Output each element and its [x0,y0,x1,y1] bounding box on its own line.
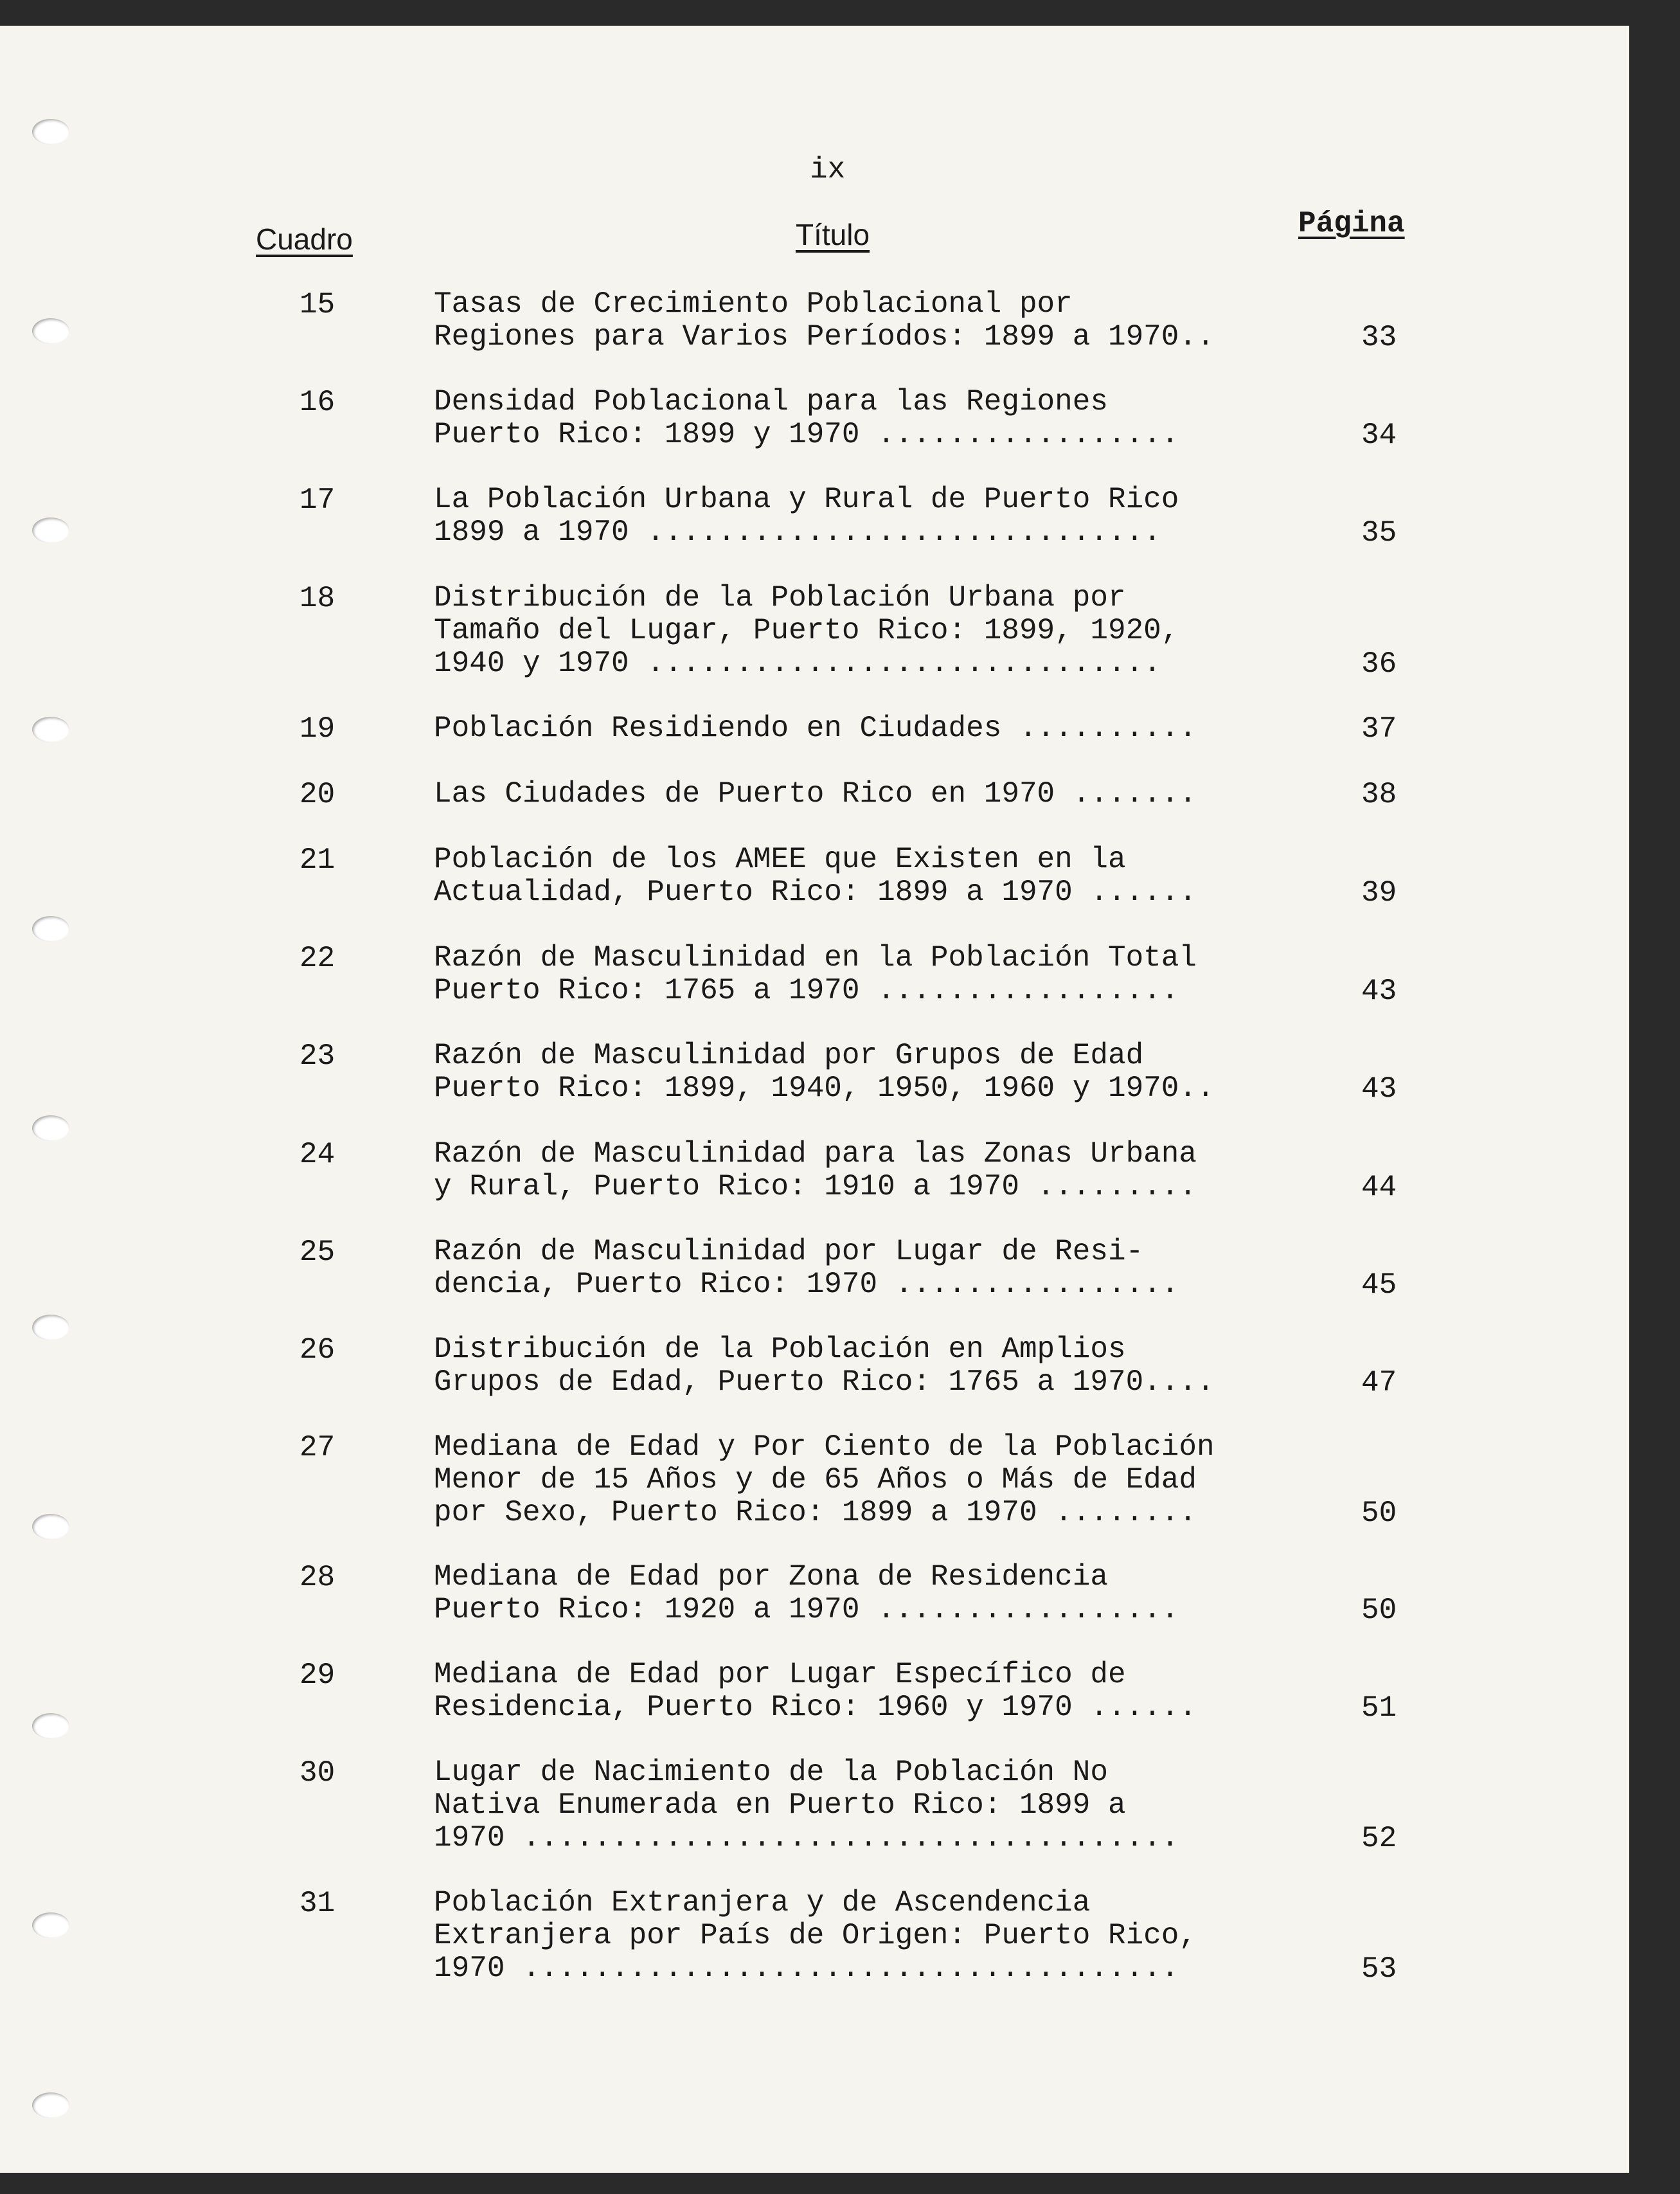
cuadro-title-line: 1970 ..................................... [434,1822,1179,1855]
cuadro-title-line: Población Extranjera y de Ascendencia [434,1887,1091,1920]
page-reference: 50 [1361,1594,1397,1627]
cuadro-title [434,386,1295,451]
cuadro-title-line: Razón de Masculinidad en la Población Total [434,942,1197,975]
cuadro-title-line: Razón de Masculinidad para las Zonas Urbana [434,1138,1197,1171]
cuadro-title-line: Tasas de Crecimiento Poblacional por [434,288,1073,321]
page-reference: 39 [1361,876,1397,910]
cuadro-title-line: Lugar de Nacimiento de la Población No [434,1756,1108,1789]
cuadro-title-line: Residencia, Puerto Rico: 1960 y 1970 ...... [434,1691,1197,1724]
toc-entry [0,1039,1478,1105]
cuadro-title-line: Puerto Rico: 1899 y 1970 ................. [434,418,1179,451]
cuadro-title-line: Mediana de Edad por Zona de Residencia [434,1561,1108,1594]
cuadro-title-line: Puerto Rico: 1920 a 1970 ................. [434,1594,1179,1626]
cuadro-title-line: Las Ciudades de Puerto Rico en 1970 ....... [434,778,1197,811]
cuadro-number: 19 [299,712,335,746]
toc-entry [0,778,1478,811]
cuadro-title [434,1659,1295,1724]
cuadro-number: 21 [299,843,335,877]
cuadro-number: 16 [299,386,335,419]
column-header-titulo: Título [796,218,870,251]
cuadro-title [434,1236,1295,1301]
cuadro-title-line: Distribución de la Población Urbana por [434,582,1126,615]
binder-hole [32,916,69,942]
toc-entry [0,386,1478,451]
cuadro-number: 22 [299,942,335,975]
page-reference: 43 [1361,975,1397,1008]
cuadro-title-line: 1970 ..................................... [434,1952,1179,1985]
cuadro-number: 29 [299,1659,335,1692]
cuadro-number: 27 [299,1431,335,1464]
binder-hole [32,2092,69,2118]
toc-entry [0,1138,1478,1203]
toc-entry [0,1561,1478,1626]
cuadro-number: 26 [299,1333,335,1367]
toc-entry [0,712,1478,745]
cuadro-number: 23 [299,1039,335,1073]
page-reference: 53 [1361,1952,1397,1986]
toc-entry [0,483,1478,549]
cuadro-title-line: Actualidad, Puerto Rico: 1899 a 1970 ...... [434,876,1197,909]
page-reference: 33 [1361,321,1397,354]
toc-entry [0,1333,1478,1399]
toc-entry [0,1659,1478,1724]
cuadro-title-line: Razón de Masculinidad por Grupos de Edad [434,1039,1144,1072]
page-reference: 35 [1361,516,1397,550]
cuadro-title [434,582,1295,680]
cuadro-title-line: Nativa Enumerada en Puerto Rico: 1899 a [434,1789,1126,1822]
cuadro-number: 20 [299,778,335,811]
toc-entry [0,843,1478,909]
cuadro-title [434,1333,1295,1399]
page-reference: 47 [1361,1366,1397,1399]
cuadro-title [434,1039,1295,1105]
toc-entry [0,1431,1478,1529]
page-reference: 43 [1361,1072,1397,1106]
cuadro-title-line: Tamaño del Lugar, Puerto Rico: 1899, 1920, [434,615,1179,647]
cuadro-title [434,712,1295,745]
cuadro-title-line: Población Residiendo en Ciudades .......... [434,712,1197,745]
page-reference: 34 [1361,418,1397,452]
cuadro-title-line: Densidad Poblacional para las Regiones [434,386,1108,418]
cuadro-title-line: Población de los AMEE que Existen en la [434,843,1126,876]
binder-hole [32,1115,69,1141]
page-reference: 36 [1361,647,1397,681]
cuadro-title-line: Puerto Rico: 1899, 1940, 1950, 1960 y 1970.. [434,1072,1215,1105]
cuadro-title-line: 1940 y 1970 ............................. [434,647,1161,680]
cuadro-title [434,288,1295,354]
cuadro-number: 15 [299,288,335,321]
cuadro-title-line: Mediana de Edad por Lugar Específico de [434,1659,1126,1691]
page-reference: 50 [1361,1497,1397,1530]
cuadro-number: 30 [299,1756,335,1790]
cuadro-title-line: Razón de Masculinidad por Lugar de Resi- [434,1236,1144,1268]
page-reference: 52 [1361,1822,1397,1855]
column-header-cuadro: Cuadro [256,222,353,256]
page-reference: 44 [1361,1171,1397,1204]
page-reference: 38 [1361,778,1397,811]
cuadro-title-line: Puerto Rico: 1765 a 1970 ................. [434,975,1179,1007]
cuadro-title-line: Mediana de Edad y Por Ciento de la Población [434,1431,1215,1464]
toc-entry [0,1236,1478,1301]
cuadro-number: 17 [299,483,335,517]
cuadro-number: 18 [299,582,335,615]
cuadro-title [434,1561,1295,1626]
cuadro-title-line: Distribución de la Población en Amplios [434,1333,1126,1366]
cuadro-title-line: por Sexo, Puerto Rico: 1899 a 1970 ........ [434,1497,1197,1529]
page-number: ix [810,153,846,186]
cuadro-title [434,942,1295,1007]
cuadro-title-line: Grupos de Edad, Puerto Rico: 1765 a 1970.... [434,1366,1215,1399]
cuadro-title-line: y Rural, Puerto Rico: 1910 a 1970 ......... [434,1171,1197,1203]
column-header-pagina: Página [1298,207,1405,240]
cuadro-title-line: La Población Urbana y Rural de Puerto Rico [434,483,1179,516]
cuadro-title [434,1756,1295,1855]
toc-entry [0,288,1478,354]
cuadro-title [434,778,1295,811]
cuadro-title [434,1138,1295,1203]
toc-entry [0,1887,1478,1985]
page-reference: 45 [1361,1268,1397,1302]
cuadro-title-line: dencia, Puerto Rico: 1970 ................ [434,1268,1179,1301]
cuadro-title-line: 1899 a 1970 ............................. [434,516,1161,549]
cuadro-title [434,1431,1295,1529]
toc-entry [0,942,1478,1007]
toc-entry [0,582,1478,680]
cuadro-number: 28 [299,1561,335,1594]
cuadro-title [434,843,1295,909]
page-reference: 37 [1361,712,1397,746]
cuadro-title-line: Menor de 15 Años y de 65 Años o Más de Edad [434,1464,1197,1497]
page-reference: 51 [1361,1691,1397,1725]
cuadro-number: 25 [299,1236,335,1269]
cuadro-title-line: Extranjera por País de Origen: Puerto Rico, [434,1920,1197,1952]
cuadro-title [434,483,1295,549]
binder-hole [32,119,69,145]
cuadro-number: 24 [299,1138,335,1171]
cuadro-title-line: Regiones para Varios Períodos: 1899 a 1970.. [434,321,1215,354]
cuadro-number: 31 [299,1887,335,1920]
cuadro-title [434,1887,1295,1985]
toc-entry [0,1756,1478,1855]
